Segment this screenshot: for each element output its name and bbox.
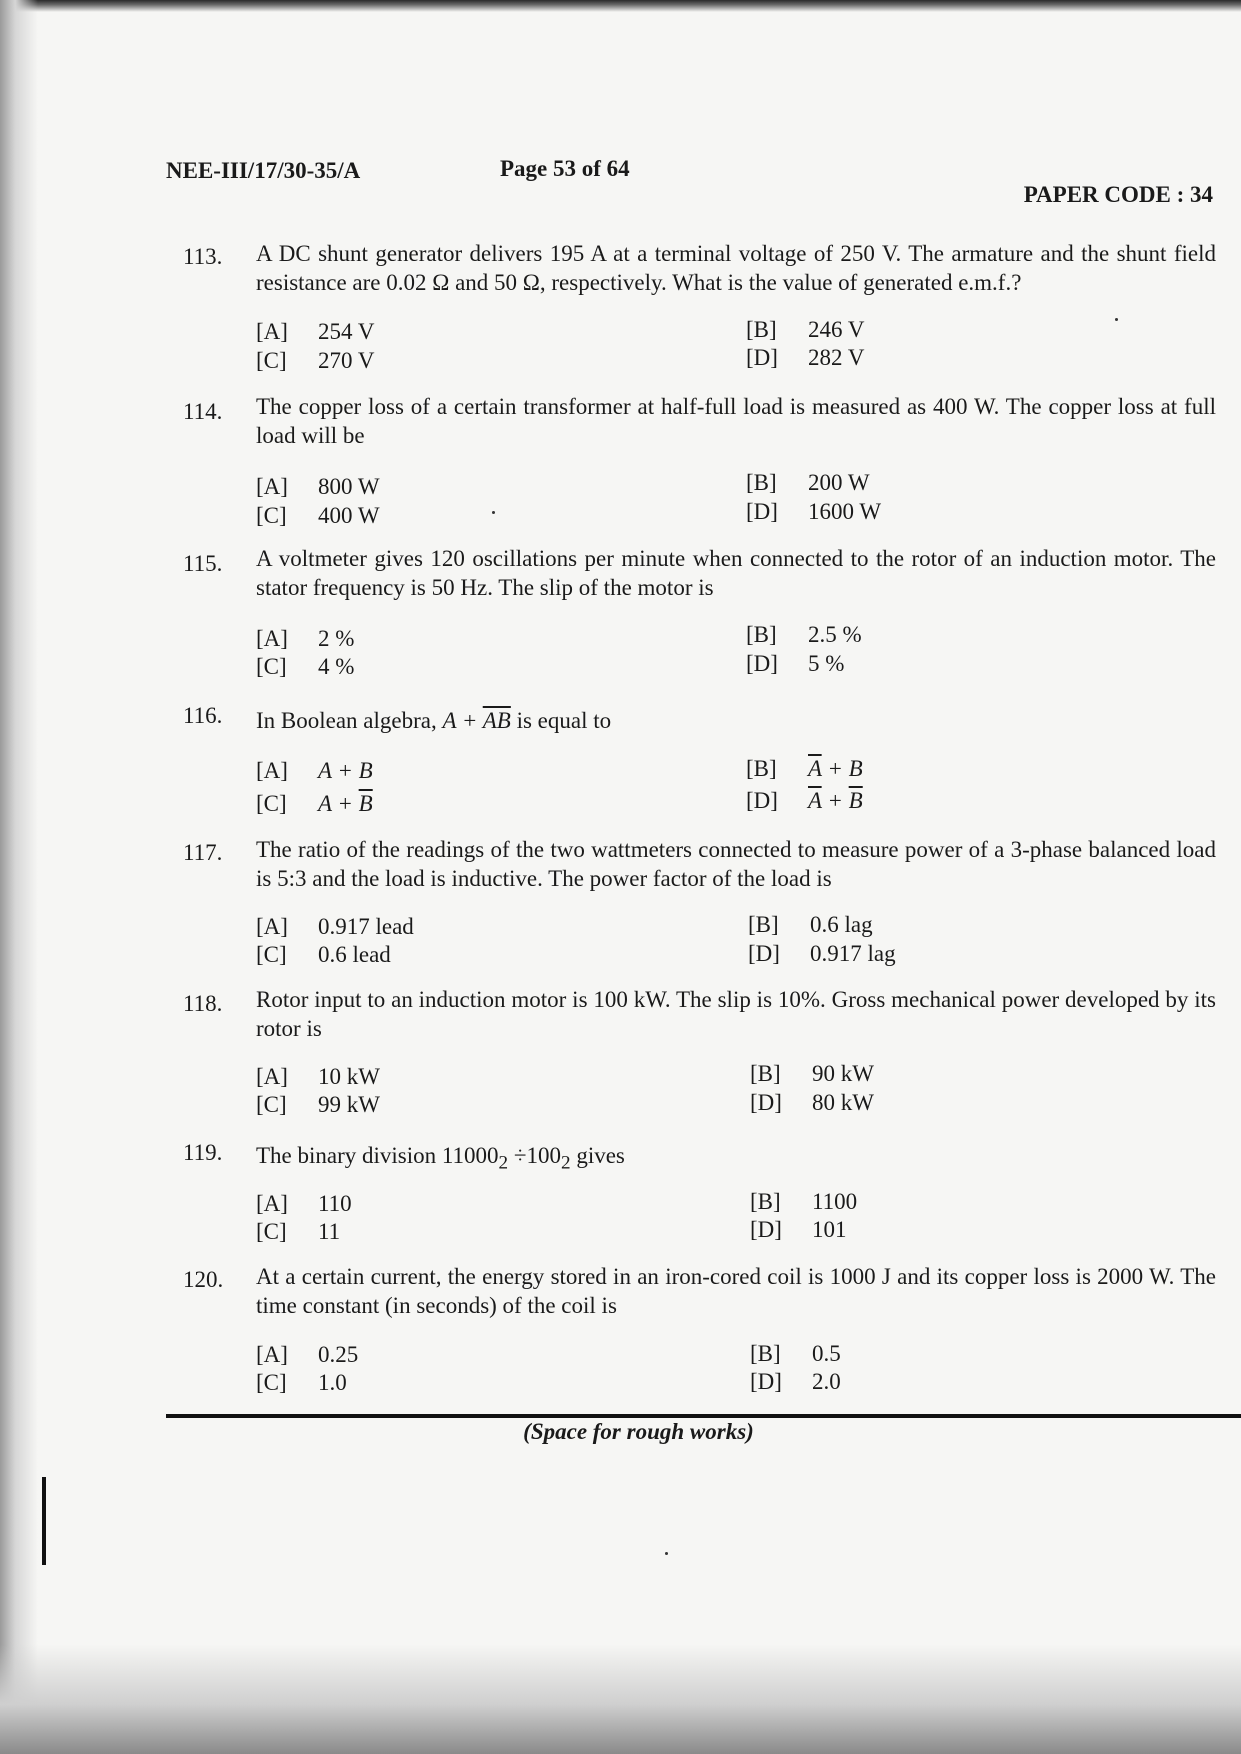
- option-d: [D] 1600 W: [746, 499, 882, 524]
- option-a: [A] A + B: [256, 758, 373, 783]
- option-a: [A] 254 V: [256, 319, 375, 344]
- question-text: The copper loss of a certain transformer at half-full load is measured as 400 W. The copper loss at full load will be: [256, 394, 1216, 448]
- question-number: 114.: [183, 399, 223, 424]
- option-b: [B] 90 kW: [750, 1061, 874, 1086]
- scan-edge-bottom: [0, 1644, 1241, 1754]
- option-b: [B] $\overline{A} + B$: [746, 756, 863, 781]
- question-number: 116.: [183, 703, 223, 728]
- option-a: [A] 10 kW: [256, 1064, 380, 1089]
- question-text: At a certain current, the energy stored in an iron-cored coil is 1000 J and its copper loss is 2000 W. The time constant (in seconds) of the coil is: [256, 1264, 1216, 1318]
- option-c: [C] $A + \overline{B}$: [256, 791, 373, 816]
- option-a: [A] 0.917 lead: [256, 914, 414, 939]
- option-d: [D] $\overline{A} + \overline{B}$: [746, 788, 863, 813]
- option-b: [B] 200 W: [746, 470, 870, 495]
- question-text: Rotor input to an induction motor is 100 kW. The slip is 10%. Gross mechanical power developed by its rotor is: [256, 987, 1216, 1041]
- option-a: [A] 110: [256, 1191, 352, 1216]
- option-d: [D] 0.917 lag: [748, 941, 896, 966]
- exam-code: NEE-III/17/30-35/A: [166, 158, 361, 183]
- question-number: 113.: [183, 244, 223, 269]
- option-c: [C] 1.0: [256, 1370, 347, 1395]
- question-text: The ratio of the readings of the two wattmeters connected to measure power of a 3-phase balanced load is 5:3 and the load is inductive. The power factor of the load is: [256, 837, 1216, 891]
- math-expression: $A + \overline{AB}$: [442, 708, 511, 733]
- option-c: [C] 270 V: [256, 348, 375, 373]
- option-a: [A] 2 %: [256, 626, 355, 651]
- option-c: [C] 11: [256, 1219, 341, 1244]
- question-number: 115.: [183, 551, 223, 576]
- question-number: 120.: [183, 1267, 224, 1292]
- scan-speck: [665, 1552, 668, 1555]
- option-c: [C] 0.6 lead: [256, 942, 391, 967]
- question-text: A DC shunt generator delivers 195 A at a terminal voltage of 250 V. The armature and the shunt field resistance are 0.02 Ω and 50 Ω, respectively. What is the value of generated e.m.f.?: [256, 241, 1216, 295]
- option-b: [B] 246 V: [746, 317, 865, 342]
- option-c: [C] 400 W: [256, 503, 380, 528]
- rough-work-caption: (Space for rough works): [523, 1419, 754, 1444]
- option-d: [D] 80 kW: [750, 1090, 874, 1115]
- question-text: In Boolean algebra, $A + \overline{AB}$ is equal to: [256, 708, 612, 733]
- question-text: A voltmeter gives 120 oscillations per minute when connected to the rotor of an induction motor. The stator frequency is 50 Hz. The slip of the motor is: [256, 546, 1216, 600]
- question-number: 118.: [183, 991, 223, 1016]
- option-b: [B] 2.5 %: [746, 622, 862, 647]
- scan-edge-left: [0, 0, 38, 1754]
- paper-code: PAPER CODE : 34: [1023, 182, 1213, 207]
- scan-mark: [42, 1477, 46, 1565]
- option-d: [D] 5 %: [746, 651, 845, 676]
- option-d: [D] 282 V: [746, 345, 865, 370]
- page-number: Page 53 of 64: [500, 156, 630, 181]
- option-a: [A] 800 W: [256, 474, 380, 499]
- option-b: [B] 0.6 lag: [748, 912, 873, 937]
- option-b: [B] 0.5: [750, 1341, 841, 1366]
- scan-speck: [1115, 318, 1118, 321]
- scan-speck: [492, 511, 495, 514]
- option-b: [B] 1100: [750, 1189, 858, 1214]
- option-c: [C] 4 %: [256, 654, 355, 679]
- option-a: [A] 0.25: [256, 1342, 359, 1367]
- question-number: 119.: [183, 1140, 223, 1165]
- divider-rule: [166, 1414, 1241, 1418]
- question-number: 117.: [183, 840, 223, 865]
- option-d: [D] 2.0: [750, 1369, 841, 1394]
- option-c: [C] 99 kW: [256, 1092, 380, 1117]
- option-d: [D] 101: [750, 1217, 847, 1242]
- scan-edge-top: [0, 0, 1241, 12]
- question-text: The binary division $11000_2 \div 100_2$ gives: [256, 1143, 625, 1174]
